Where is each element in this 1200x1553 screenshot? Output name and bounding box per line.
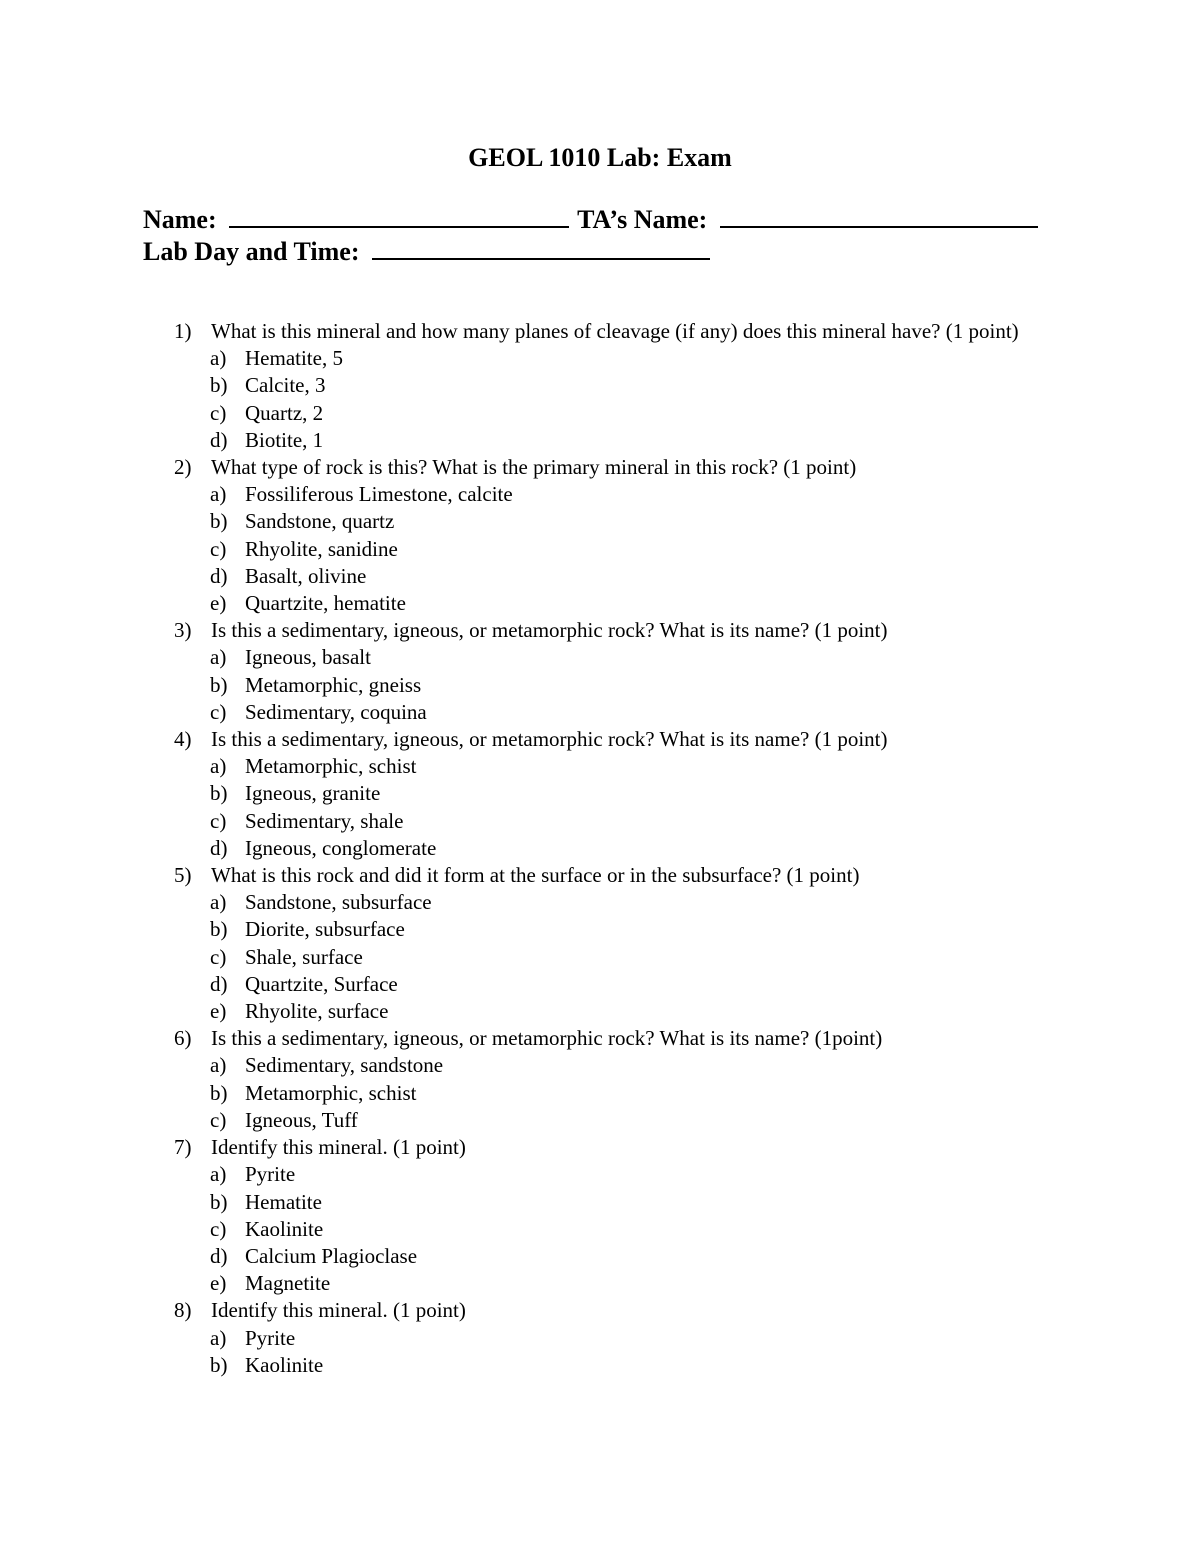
option-label: c) <box>210 536 227 561</box>
option-label: e) <box>210 999 227 1024</box>
answer-options <box>174 1052 1064 1134</box>
option-label: c) <box>210 1107 227 1132</box>
name-blank <box>229 202 569 228</box>
lab-day-row <box>143 234 710 268</box>
lab-day-blank <box>372 234 710 260</box>
option-text: Kaolinite <box>245 1216 324 1241</box>
answer-option <box>174 998 1064 1025</box>
option-text: Metamorphic, schist <box>245 1080 417 1105</box>
option-label: b) <box>210 509 228 534</box>
option-text: Quartz, 2 <box>245 400 324 425</box>
option-label: c) <box>210 944 227 969</box>
answer-option <box>174 590 1064 617</box>
name-ta-row <box>143 202 1038 236</box>
answer-option <box>174 753 1064 780</box>
question-text: What is this rock and did it form at the surface or in the subsurface? (1 point) <box>211 863 860 888</box>
question-7 <box>174 1134 1064 1161</box>
answer-options <box>174 1325 1064 1379</box>
option-text: Pyrite <box>245 1325 296 1350</box>
option-label: d) <box>210 1243 228 1268</box>
option-text: Shale, surface <box>245 944 363 969</box>
option-text: Sedimentary, coquina <box>245 699 427 724</box>
question-text: Is this a sedimentary, igneous, or metamorphic rock? What is its name? (1 point) <box>211 727 888 752</box>
option-text: Hematite, 5 <box>245 346 343 371</box>
option-text: Quartzite, Surface <box>245 971 398 996</box>
answer-option <box>174 1243 1064 1270</box>
question-number: 1) <box>174 319 192 343</box>
answer-options <box>174 753 1064 862</box>
option-label: a) <box>210 1162 227 1187</box>
option-text: Rhyolite, sanidine <box>245 536 398 561</box>
option-label: b) <box>210 1080 228 1105</box>
question-text: Identify this mineral. (1 point) <box>211 1135 466 1160</box>
answer-option <box>174 1270 1064 1297</box>
question-text: What is this mineral and how many planes of cleavage (if any) does this mineral have? (1 point) <box>211 319 1019 343</box>
question-1 <box>174 318 1064 345</box>
answer-option <box>174 808 1064 835</box>
answer-option <box>174 536 1064 563</box>
option-label: e) <box>210 591 227 616</box>
answer-option <box>174 481 1064 508</box>
answer-option <box>174 889 1064 916</box>
option-text: Igneous, Tuff <box>245 1107 358 1132</box>
question-2 <box>174 454 1064 481</box>
option-label: c) <box>210 699 227 724</box>
option-text: Hematite <box>245 1189 322 1214</box>
answer-option <box>174 400 1064 427</box>
option-label: c) <box>210 808 227 833</box>
answer-option <box>174 699 1064 726</box>
answer-option <box>174 835 1064 862</box>
question-text: Is this a sedimentary, igneous, or metamorphic rock? What is its name? (1 point) <box>211 618 888 643</box>
answer-option <box>174 672 1064 699</box>
question-6 <box>174 1025 1064 1052</box>
option-label: b) <box>210 672 228 697</box>
question-number: 5) <box>174 863 192 888</box>
answer-options <box>174 889 1064 1025</box>
option-text: Sandstone, quartz <box>245 509 395 534</box>
option-label: c) <box>210 1216 227 1241</box>
name-label: Name: <box>143 205 217 234</box>
option-text: Fossiliferous Limestone, calcite <box>245 482 513 507</box>
answer-option <box>174 644 1064 671</box>
answer-option <box>174 1052 1064 1079</box>
option-text: Sedimentary, sandstone <box>245 1053 444 1078</box>
option-label: b) <box>210 917 228 942</box>
option-label: d) <box>210 563 228 588</box>
question-number: 3) <box>174 618 192 643</box>
answer-option <box>174 563 1064 590</box>
option-label: b) <box>210 373 228 398</box>
option-text: Diorite, subsurface <box>245 917 405 942</box>
option-text: Igneous, basalt <box>245 645 371 670</box>
option-text: Sandstone, subsurface <box>245 890 432 915</box>
question-number: 6) <box>174 1026 192 1051</box>
answer-option <box>174 1325 1064 1352</box>
answer-option <box>174 1107 1064 1134</box>
question-number: 7) <box>174 1135 192 1160</box>
option-label: c) <box>210 400 227 425</box>
answer-option <box>174 427 1064 454</box>
option-label: a) <box>210 890 227 915</box>
ta-name-label: TA’s Name: <box>577 205 708 234</box>
answer-options <box>174 481 1064 617</box>
answer-options <box>174 644 1064 726</box>
question-list <box>174 318 1064 1379</box>
answer-option <box>174 1216 1064 1243</box>
option-text: Pyrite <box>245 1162 296 1187</box>
question-text: What type of rock is this? What is the primary mineral in this rock? (1 point) <box>211 455 857 480</box>
answer-options <box>174 1161 1064 1297</box>
option-label: e) <box>210 1271 227 1296</box>
answer-option <box>174 1189 1064 1216</box>
answer-option <box>174 372 1064 399</box>
option-label: a) <box>210 754 227 779</box>
answer-option <box>174 916 1064 943</box>
answer-option <box>174 944 1064 971</box>
option-text: Magnetite <box>245 1271 331 1296</box>
option-text: Metamorphic, gneiss <box>245 672 422 697</box>
option-text: Igneous, granite <box>245 781 381 806</box>
option-label: a) <box>210 346 227 371</box>
answer-option <box>174 1161 1064 1188</box>
answer-options <box>174 345 1064 454</box>
answer-option <box>174 971 1064 998</box>
question-5 <box>174 862 1064 889</box>
question-number: 8) <box>174 1298 192 1323</box>
option-text: Calcium Plagioclase <box>245 1243 418 1268</box>
option-label: b) <box>210 781 228 806</box>
option-text: Basalt, olivine <box>245 563 367 588</box>
answer-option <box>174 1352 1064 1379</box>
question-text: Is this a sedimentary, igneous, or metamorphic rock? What is its name? (1point) <box>211 1026 883 1051</box>
question-number: 2) <box>174 455 192 480</box>
option-text: Biotite, 1 <box>245 427 324 452</box>
lab-day-label: Lab Day and Time: <box>143 237 360 266</box>
question-8 <box>174 1297 1064 1324</box>
option-label: a) <box>210 482 227 507</box>
option-label: a) <box>210 1053 227 1078</box>
option-text: Rhyolite, surface <box>245 999 389 1024</box>
option-label: d) <box>210 971 228 996</box>
option-text: Metamorphic, schist <box>245 754 417 779</box>
question-4 <box>174 726 1064 753</box>
option-label: b) <box>210 1352 228 1377</box>
option-label: d) <box>210 427 228 452</box>
option-label: b) <box>210 1189 228 1214</box>
question-text: Identify this mineral. (1 point) <box>211 1298 466 1323</box>
option-label: a) <box>210 645 227 670</box>
question-3 <box>174 617 1064 644</box>
ta-name-blank <box>720 202 1038 228</box>
option-label: d) <box>210 835 228 860</box>
answer-option <box>174 508 1064 535</box>
option-text: Kaolinite <box>245 1352 324 1377</box>
answer-option <box>174 780 1064 807</box>
option-text: Quartzite, hematite <box>245 591 406 616</box>
option-text: Sedimentary, shale <box>245 808 404 833</box>
option-label: a) <box>210 1325 227 1350</box>
option-text: Calcite, 3 <box>245 373 326 398</box>
answer-option <box>174 1080 1064 1107</box>
option-text: Igneous, conglomerate <box>245 835 437 860</box>
page-title: GEOL 1010 Lab: Exam <box>468 143 732 172</box>
question-number: 4) <box>174 727 192 752</box>
answer-option <box>174 345 1064 372</box>
